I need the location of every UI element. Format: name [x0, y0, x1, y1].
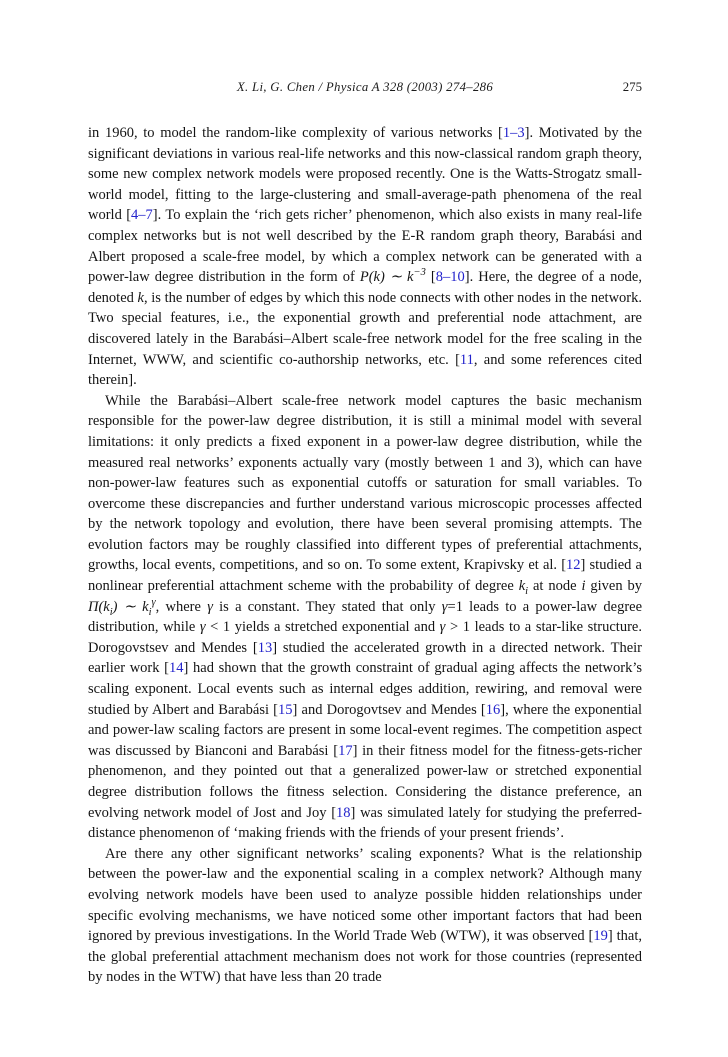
math-subscript: i — [525, 585, 529, 597]
math-run: P(k) ∼ k — [359, 269, 414, 286]
paragraph — [88, 123, 642, 391]
text-run: ] in their fitness model for the fitness-gets-richer phenomenon, and they pointed out that a generalized power-law or stretched exponential degree distribution follows the fitness selection. Considering the distance preference, an evolving network model of Jost and Joy [ — [88, 742, 642, 821]
math-run: k — [518, 578, 526, 595]
running-header — [88, 80, 642, 98]
math-run: k — [137, 289, 144, 306]
text-run: ], where the exponential and power-law scaling factors are present in some local-event regimes. The competition aspect was discussed by Bianconi and Barabási [ — [88, 701, 643, 759]
text-run: Are there any other significant networks’ scaling exponents? What is the relationship between the power-law and the exponential scaling in a complex network? Although many evolving network models have been used to analyze possible hidden relationships under specific evolving mechanisms, we have noticed some other important factors that had been ignored by previous investigations. In the World Trade Web (WTW), it was observed [ — [88, 845, 642, 945]
citation-link[interactable]: 13 — [257, 639, 273, 656]
citation-link[interactable]: 14 — [169, 660, 184, 677]
citation-link[interactable]: 17 — [338, 742, 353, 759]
math-subscript: i — [109, 606, 113, 618]
page-number: 275 — [622, 80, 642, 94]
text-run: While the Barabási–Albert scale-free network model captures the basic mechanism responsible for the power-law degree distribution, it is still a minimal model with several limitations: it only predicts a fixed exponent in a power-law degree distribution, while the measured real networks’ exponents actually vary (mostly between 1 and 3), which can have non-power-law features such as exponential cutoffs or saturation for small variables. To overcome these discrepancies and further understand various microscopic processes affected by the network topology and evolution, there have been several promising attempts. The evolution factors may be roughly classified into different types of preferential attachments, growths, local events, competitions, and so on. To some extent, Krapivsky et al. [ — [88, 392, 642, 574]
text-run: given by — [585, 578, 643, 595]
citation-link[interactable]: 12 — [566, 557, 581, 574]
text-run: ] that, the global preferential attachment mechanism does not work for those countries (represented by nodes in the WTW) that have less than 20 trade — [88, 928, 642, 986]
paragraph — [88, 391, 642, 844]
text-run: [ — [425, 269, 436, 286]
math-run: γ — [439, 619, 446, 636]
running-title: X. Li, G. Chen / Physica A 328 (2003) 274–286 — [236, 80, 494, 94]
math-run: γ — [441, 598, 448, 615]
text-run: in 1960, to model the random-like complexity of various networks [ — [88, 125, 503, 141]
citation-link[interactable]: 16 — [485, 701, 501, 718]
citation-link[interactable]: 18 — [336, 804, 351, 821]
text-run: =1 leads to a power-law degree distribution, while — [88, 598, 643, 636]
math-superscript: γ — [151, 596, 156, 608]
text-run: , is the number of edges by which this node connects with other nodes in the network. Two special features, i.e., the exponential growth and preferential node attachment, are discovered lately in the Barabási–Albert scale-free network model for the free scaling in the Internet, WWW, and scientific co-authorship networks, etc. [ — [88, 289, 642, 368]
citation-link[interactable]: 11 — [459, 351, 474, 368]
text-run: is a constant. They stated that only — [212, 598, 442, 615]
text-run: < 1 yields a stretched exponential and — [205, 619, 440, 636]
text-run: ] and Dorogovtsev and Mendes [ — [292, 701, 486, 718]
citation-link[interactable]: 15 — [278, 701, 293, 718]
math-run: γ — [207, 598, 213, 615]
citation-link[interactable]: 1–3 — [502, 125, 525, 141]
text-run: ]. Motivated by the significant deviations in various real-life networks and this now-classical random graph theory, some new complex network models were proposed recently. One is the Watts-Strogatz small-world model, fitting to the large-clustering and small-average-path phenomena of the real world [ — [88, 125, 642, 224]
text-run: at node — [528, 578, 582, 595]
text-run: ] was simulated lately for studying the preferred-distance phenomenon of ‘making friends with the friends of your present friends’. — [88, 804, 642, 842]
math-superscript: −3 — [413, 267, 426, 279]
text-run: > 1 leads to a star-like structure. Dorogovstsev and Mendes [ — [88, 619, 642, 656]
text-run: , where — [155, 598, 208, 615]
math-run: i — [581, 578, 586, 595]
math-run: ) ∼ k — [112, 598, 149, 615]
math-run: γ — [199, 619, 206, 636]
paragraph — [88, 844, 642, 988]
math-run: Π(k — [88, 598, 110, 615]
citation-link[interactable]: 19 — [593, 928, 608, 945]
text-run: , and some references cited therein]. — [88, 351, 643, 389]
text-run: ]. To explain the ‘rich gets richer’ phenomenon, which also exists in many real-life complex networks but is not well described by the E-R random graph theory, Barabási and Albert proposed a scale-free model, by which a complex network can be generated with a power-law degree distribution in the form of — [88, 207, 642, 286]
text-run: ] had shown that the growth constraint of gradual aging affects the network’s scaling exponent. Local events such as internal edges addition, rewiring, and removal were studied by Albert and Barabási [ — [88, 660, 643, 718]
text-run: ] studied a nonlinear preferential attachment scheme with the probability of degree — [88, 557, 642, 595]
math-subscript: i — [148, 606, 152, 618]
article-page — [88, 80, 642, 988]
citation-link[interactable]: 8–10 — [435, 269, 465, 286]
article-body — [88, 123, 642, 988]
text-run: ] studied the accelerated growth in a directed network. Their earlier work [ — [88, 639, 642, 677]
citation-link[interactable]: 4–7 — [131, 207, 153, 224]
text-run: ]. Here, the degree of a node, denoted — [88, 269, 642, 306]
